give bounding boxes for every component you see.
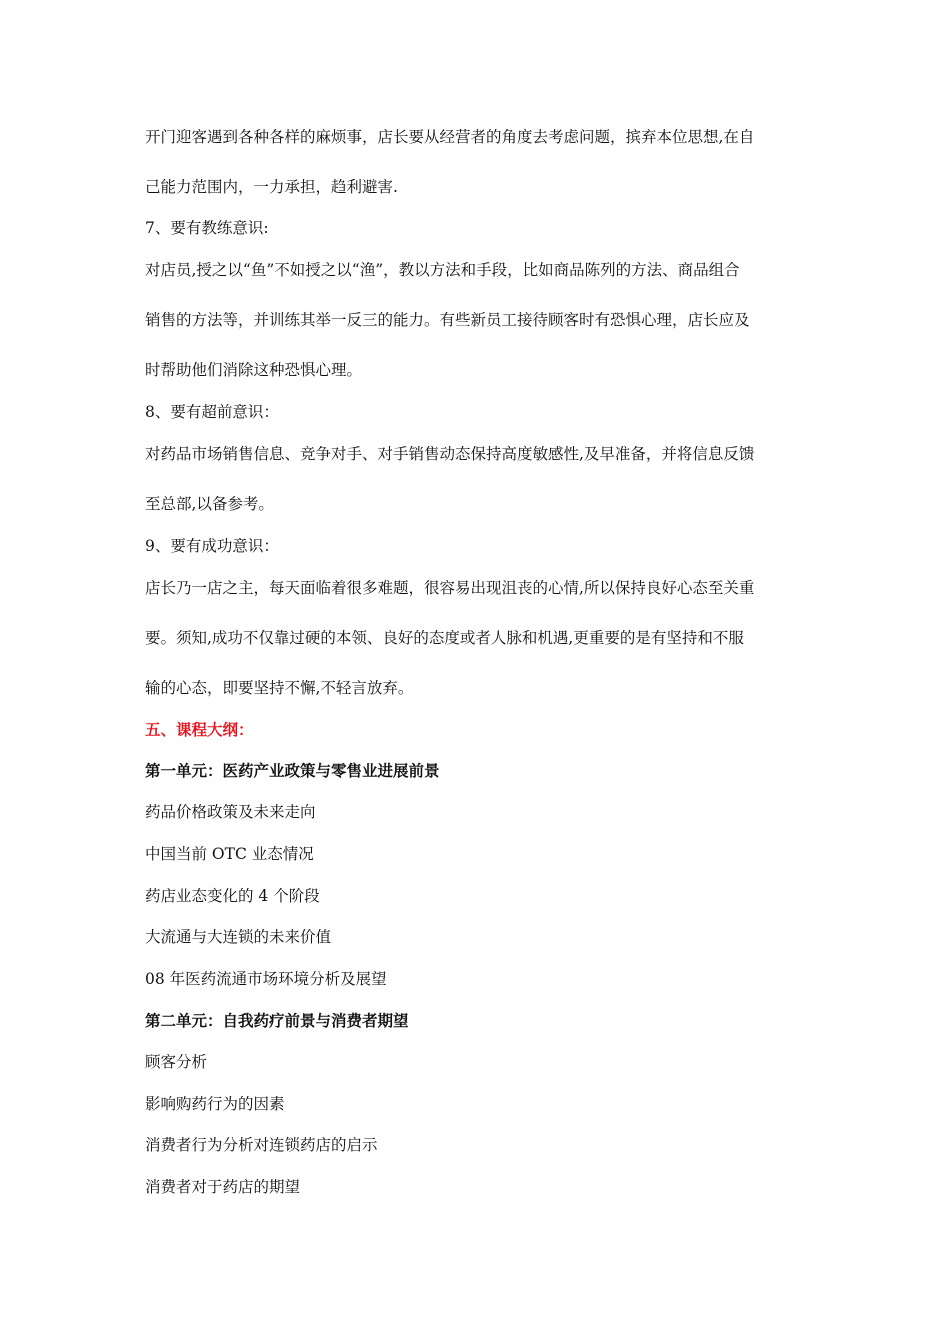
paragraph-line: 店长乃一店之主，每天面临着很多难题，很容易出现沮丧的心情,所以保持良好心态至关重 (145, 579, 755, 597)
outline-item: 消费者对于药店的期望 (145, 1178, 301, 1196)
paragraph-line: 开门迎客遇到各种各样的麻烦事，店长要从经营者的角度去考虑问题，摈弃本位思想,在自 (145, 128, 755, 146)
outline-item: 药店业态变化的 4 个阶段 (145, 887, 320, 905)
item-heading: 9、要有成功意识： (145, 537, 279, 555)
outline-item: 08 年医药流通市场环境分析及展望 (145, 970, 387, 988)
paragraph-line: 对店员,授之以“鱼”不如授之以“渔”，教以方法和手段，比如商品陈列的方法、商品组合 (145, 261, 740, 279)
outline-item: 消费者行为分析对连锁药店的启示 (145, 1136, 378, 1154)
outline-item: 影响购药行为的因素 (145, 1095, 285, 1113)
paragraph-line: 要。须知,成功不仅靠过硬的本领、良好的态度或者人脉和机遇,更重要的是有坚持和不服 (145, 629, 744, 647)
outline-item: 大流通与大连锁的未来价值 (145, 928, 332, 946)
paragraph-line: 输的心态，即要坚持不懈,不轻言放弃。 (145, 679, 414, 697)
outline-item: 药品价格政策及未来走向 (145, 803, 316, 821)
paragraph-line: 销售的方法等，并训练其举一反三的能力。有些新员工接待顾客时有恐惧心理，店长应及 (145, 311, 750, 329)
unit-title: 第一单元：医药产业政策与零售业进展前景 (145, 761, 440, 780)
paragraph-line: 对药品市场销售信息、竞争对手、对手销售动态保持高度敏感性,及早准备，并将信息反馈 (145, 445, 755, 463)
section-heading: 五、课程大纲： (145, 720, 254, 739)
paragraph-line: 时帮助他们消除这种恐惧心理。 (145, 361, 363, 379)
item-heading: 7、要有教练意识: (145, 219, 269, 237)
item-heading: 8、要有超前意识： (145, 403, 279, 421)
outline-item: 顾客分析 (145, 1053, 208, 1071)
paragraph-line: 己能力范围内，一力承担，趋利避害. (145, 178, 398, 196)
unit-title: 第二单元：自我药疗前景与消费者期望 (145, 1011, 409, 1030)
outline-item: 中国当前 OTC 业态情况 (145, 845, 314, 863)
paragraph-line: 至总部,以备参考。 (145, 495, 274, 513)
